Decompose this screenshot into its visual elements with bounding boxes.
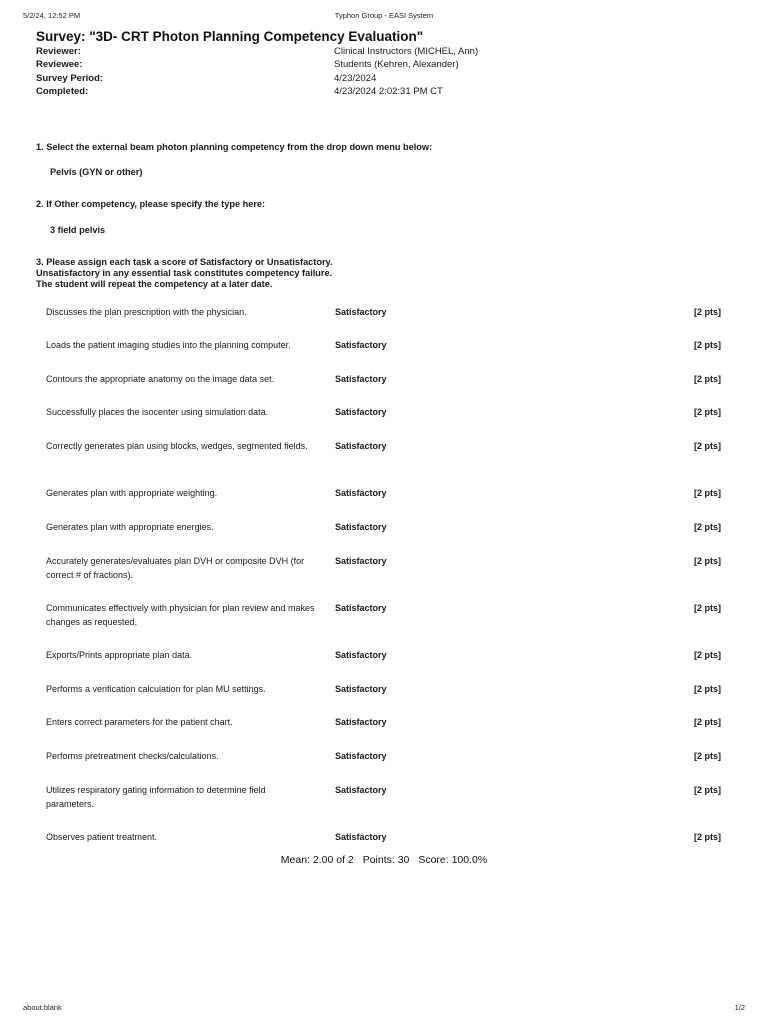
question-1: 1. Select the external beam photon planning competency from the drop down menu below: (36, 142, 433, 152)
task-text: Generates plan with appropriate energies. (46, 522, 214, 532)
task-points: [2 pts] (694, 374, 721, 384)
task-text: Observes patient treatment. (46, 832, 158, 842)
meta-survey-period (36, 73, 736, 86)
task-text: Performs a verification calculation for plan MU settings. (46, 684, 266, 694)
task-text: Performs pretreatment checks/calculations. (46, 751, 219, 761)
task-rating: Satisfactory (335, 717, 387, 727)
print-page-number: 1/2 (734, 1003, 745, 1012)
task-points: [2 pts] (694, 717, 721, 727)
task-points: [2 pts] (694, 556, 721, 566)
task-points: [2 pts] (694, 751, 721, 761)
task-rating: Satisfactory (335, 650, 387, 660)
print-datetime: 5/2/24, 12:52 PM (23, 11, 81, 20)
task-rating: Satisfactory (335, 522, 387, 532)
meta-value: 4/23/2024 (334, 72, 377, 84)
summary-points: Points: 30 (362, 854, 410, 866)
question-3 (36, 257, 333, 290)
task-rating: Satisfactory (335, 832, 387, 842)
task-points: [2 pts] (694, 340, 721, 350)
meta-label: Completed: (36, 85, 89, 97)
question-3-line: Unsatisfactory in any essential task constitutes competency failure. (36, 268, 333, 278)
print-header (23, 11, 745, 23)
meta-completed (36, 86, 736, 99)
task-points: [2 pts] (694, 488, 721, 498)
task-points: [2 pts] (694, 522, 721, 532)
task-points: [2 pts] (694, 684, 721, 694)
task-points: [2 pts] (694, 441, 721, 451)
score-summary (0, 854, 768, 866)
task-rating: Satisfactory (335, 684, 387, 694)
task-text: Loads the patient imaging studies into the planning computer. (46, 340, 291, 350)
task-points: [2 pts] (694, 603, 721, 613)
task-text: Accurately generates/evaluates plan DVH or composite DVH (for correct # of fractions). (46, 556, 305, 580)
task-text: Successfully places the isocenter using simulation data. (46, 407, 269, 417)
print-footer (23, 1003, 745, 1015)
task-points: [2 pts] (694, 785, 721, 795)
task-rating: Satisfactory (335, 374, 387, 384)
survey-title: Survey: "3D- CRT Photon Planning Competency Evaluation" (36, 29, 424, 44)
meta-label: Survey Period: (36, 72, 104, 84)
meta-label: Reviewer: (36, 46, 81, 57)
answer-2: 3 field pelvis (50, 225, 106, 235)
task-rating: Satisfactory (335, 307, 387, 317)
meta-reviewee (36, 59, 736, 72)
task-points: [2 pts] (694, 307, 721, 317)
task-text: Correctly generates plan using blocks, wedges, segmented fields. (46, 441, 308, 451)
question-3-line: 3. Please assign each task a score of Satisfactory or Unsatisfactory. (36, 257, 333, 267)
task-rating: Satisfactory (335, 340, 387, 350)
survey-meta (36, 46, 736, 99)
task-rating: Satisfactory (335, 603, 387, 613)
meta-value: Clinical Instructors (MICHEL, Ann) (334, 46, 479, 57)
meta-reviewer (36, 46, 736, 59)
task-text: Utilizes respiratory gating information to determine field parameters. (46, 785, 266, 809)
print-url: about:blank (23, 1003, 62, 1012)
meta-label: Reviewee: (36, 59, 83, 71)
task-text: Exports/Prints appropriate plan data. (46, 650, 193, 660)
task-text: Contours the appropriate anatomy on the image data set. (46, 374, 275, 384)
task-rating: Satisfactory (335, 407, 387, 417)
meta-value: Students (Kehren, Alexander) (334, 59, 459, 71)
task-rating: Satisfactory (335, 488, 387, 498)
question-2: 2. If Other competency, please specify the type here: (36, 199, 266, 209)
summary-mean: Mean: 2.00 of 2 (280, 854, 354, 866)
answer-1: Pelvis (GYN or other) (50, 167, 143, 177)
summary-score: Score: 100.0% (418, 854, 488, 866)
task-text: Communicates effectively with physician for plan review and makes changes as requested. (46, 603, 315, 627)
task-points: [2 pts] (694, 407, 721, 417)
task-rating: Satisfactory (335, 785, 387, 795)
task-rating: Satisfactory (335, 441, 387, 451)
meta-value: 4/23/2024 2:02:31 PM CT (334, 85, 443, 97)
task-text: Generates plan with appropriate weighting. (46, 488, 218, 498)
print-page-title: Typhon Group - EASI System (334, 11, 434, 20)
task-points: [2 pts] (694, 650, 721, 660)
task-text: Discusses the plan prescription with the physician. (46, 307, 247, 317)
task-points: [2 pts] (694, 832, 721, 842)
question-3-line: The student will repeat the competency at a later date. (36, 279, 273, 289)
task-rating: Satisfactory (335, 556, 387, 566)
task-text: Enters correct parameters for the patient chart. (46, 717, 233, 727)
task-rating: Satisfactory (335, 751, 387, 761)
